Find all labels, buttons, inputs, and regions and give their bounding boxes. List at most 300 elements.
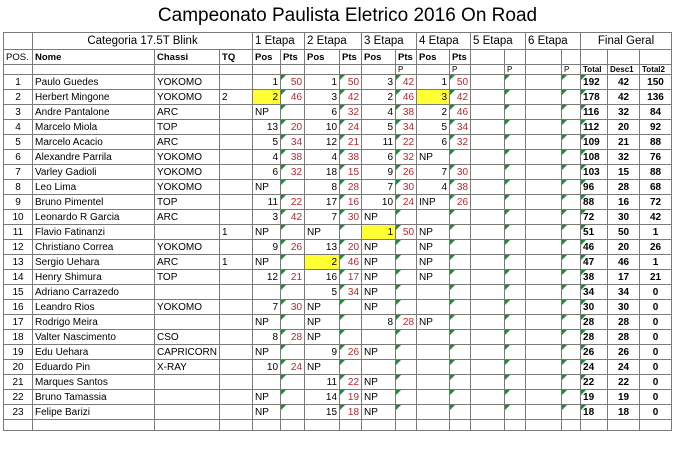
stage-pts-cell[interactable] [450, 195, 471, 210]
stage-pos-cell[interactable]: 5 [253, 135, 281, 150]
stage-pts-cell[interactable] [396, 390, 417, 405]
stage-pts-cell[interactable] [450, 405, 471, 420]
stage-pts-cell[interactable] [340, 195, 362, 210]
stage-pts-cell[interactable] [562, 195, 581, 210]
stage-pos-cell[interactable]: NP [362, 255, 396, 270]
stage-pos-cell[interactable] [253, 375, 281, 390]
stage-pos-cell[interactable]: 16 [305, 270, 340, 285]
total-cell[interactable] [581, 360, 608, 375]
stage-pts-cell[interactable] [505, 285, 526, 300]
stage-pos-cell[interactable] [471, 390, 505, 405]
stage-pts-cell[interactable] [340, 330, 362, 345]
tq-cell[interactable] [220, 120, 253, 135]
stage-pos-cell[interactable]: 11 [305, 375, 340, 390]
desc1-cell[interactable]: 30 [608, 210, 640, 225]
stage-pos-cell[interactable]: 4 [362, 105, 396, 120]
total-cell[interactable] [581, 255, 608, 270]
final-header[interactable]: Final Geral [581, 33, 672, 50]
name-cell[interactable]: Henry Shimura [33, 270, 155, 285]
stage-pts-cell[interactable] [562, 90, 581, 105]
stage-pos-cell[interactable]: 13 [305, 240, 340, 255]
name-cell[interactable]: Rodrigo Meira [33, 315, 155, 330]
stage-pts-cell[interactable] [450, 375, 471, 390]
tq-cell[interactable] [220, 375, 253, 390]
stage-pos-cell[interactable] [471, 225, 505, 240]
chassis-cell[interactable]: YOKOMO [155, 300, 220, 315]
stage-pts-cell[interactable] [505, 210, 526, 225]
pos-cell[interactable]: 9 [4, 195, 33, 210]
stage-pos-cell[interactable] [526, 390, 562, 405]
stage-pts-cell[interactable] [562, 405, 581, 420]
stage-pts-cell[interactable] [396, 285, 417, 300]
stage-pts-cell[interactable] [281, 360, 305, 375]
total-cell[interactable] [581, 345, 608, 360]
stage-pts-cell[interactable] [281, 315, 305, 330]
desc1-cell[interactable]: 21 [608, 135, 640, 150]
desc1-cell[interactable]: 28 [608, 180, 640, 195]
stage-pos-cell[interactable] [471, 135, 505, 150]
stage-pos-cell[interactable]: 5 [417, 120, 450, 135]
desc1-cell[interactable]: 28 [608, 315, 640, 330]
stage-pts-cell[interactable] [396, 375, 417, 390]
tq-cell[interactable] [220, 165, 253, 180]
total-cell[interactable] [581, 105, 608, 120]
p-mark[interactable]: P [562, 65, 581, 75]
desc1-cell[interactable]: 17 [608, 270, 640, 285]
chassis-cell[interactable] [155, 225, 220, 240]
tq-cell[interactable]: 1 [220, 255, 253, 270]
stage-pts-cell[interactable] [340, 285, 362, 300]
stage-pts-cell[interactable] [562, 285, 581, 300]
stage-pts-cell[interactable] [505, 375, 526, 390]
stage-pos-cell[interactable]: NP [362, 270, 396, 285]
stage-pos-cell[interactable] [526, 285, 562, 300]
stage-pos-cell[interactable] [471, 210, 505, 225]
stage-pts-cell[interactable] [450, 390, 471, 405]
cell[interactable] [471, 65, 505, 75]
p-mark[interactable]: P [450, 65, 471, 75]
total-cell[interactable] [581, 180, 608, 195]
total2-cell[interactable]: 0 [640, 300, 672, 315]
stage-pos-cell[interactable] [526, 270, 562, 285]
stage-pos-cell[interactable]: 12 [305, 135, 340, 150]
stage-pts-cell[interactable] [281, 165, 305, 180]
pos-cell[interactable]: 11 [4, 225, 33, 240]
stage-pts-cell[interactable] [340, 405, 362, 420]
stage-pos-cell[interactable]: 5 [362, 120, 396, 135]
stage-pts-cell[interactable] [281, 270, 305, 285]
stage-pts-cell[interactable] [281, 225, 305, 240]
total2-cell[interactable]: 0 [640, 330, 672, 345]
stage-pos-cell[interactable] [471, 345, 505, 360]
chassis-cell[interactable] [155, 315, 220, 330]
tq-cell[interactable] [220, 195, 253, 210]
stage-pts-cell[interactable] [505, 180, 526, 195]
chassis-cell[interactable]: TOP [155, 120, 220, 135]
stage-pos-cell[interactable] [526, 375, 562, 390]
tq-cell[interactable]: 1 [220, 225, 253, 240]
stage-pts-cell[interactable] [340, 360, 362, 375]
chassis-cell[interactable] [155, 285, 220, 300]
total2-cell[interactable]: 68 [640, 180, 672, 195]
stage-pts-cell[interactable] [281, 135, 305, 150]
desc1-cell[interactable]: 19 [608, 390, 640, 405]
stage-pos-cell[interactable]: 9 [362, 165, 396, 180]
cell[interactable] [526, 420, 562, 431]
stage-pts-cell[interactable] [562, 225, 581, 240]
stage-pts-cell[interactable] [562, 180, 581, 195]
chassis-header[interactable]: Chassi [155, 50, 220, 65]
stage-pts-cell[interactable] [450, 330, 471, 345]
stage-pts-cell[interactable] [562, 360, 581, 375]
total2-cell[interactable]: 0 [640, 315, 672, 330]
stage-pos-cell[interactable]: NP [253, 255, 281, 270]
stage-pts-cell[interactable] [562, 375, 581, 390]
name-cell[interactable]: Andre Pantalone [33, 105, 155, 120]
stage-pos-cell[interactable]: 4 [305, 150, 340, 165]
p-mark[interactable]: P [396, 65, 417, 75]
cell[interactable] [396, 420, 417, 431]
stage-pts-cell[interactable] [562, 255, 581, 270]
total-cell[interactable] [581, 225, 608, 240]
stage-pos-cell[interactable] [526, 300, 562, 315]
name-cell[interactable]: Sergio Uehara [33, 255, 155, 270]
chassis-cell[interactable]: YOKOMO [155, 180, 220, 195]
cell[interactable] [581, 50, 608, 65]
chassis-cell[interactable]: X-RAY [155, 360, 220, 375]
stage-pts-cell[interactable] [505, 300, 526, 315]
stage-pts-cell[interactable] [340, 240, 362, 255]
pos-cell[interactable]: 4 [4, 120, 33, 135]
stage-pts-cell[interactable] [450, 300, 471, 315]
total2-cell[interactable]: 0 [640, 345, 672, 360]
pos-col-header[interactable]: Pos [417, 50, 450, 65]
stage-pos-cell[interactable]: 8 [305, 180, 340, 195]
stage-pos-cell[interactable]: 6 [305, 105, 340, 120]
cell[interactable] [526, 65, 562, 75]
stage-pts-cell[interactable] [450, 180, 471, 195]
stage-pts-cell[interactable] [505, 255, 526, 270]
stage-pts-cell[interactable] [562, 105, 581, 120]
total2-cell[interactable]: 21 [640, 270, 672, 285]
tq-cell[interactable] [220, 345, 253, 360]
cell[interactable] [526, 50, 562, 65]
cell[interactable] [340, 65, 362, 75]
stage-pts-cell[interactable] [450, 120, 471, 135]
stage-pos-cell[interactable] [362, 360, 396, 375]
stage-pts-cell[interactable] [340, 90, 362, 105]
total2-cell[interactable]: 0 [640, 285, 672, 300]
stage-pts-cell[interactable] [562, 165, 581, 180]
total-cell[interactable] [581, 330, 608, 345]
pos-col-header[interactable]: Pos [253, 50, 281, 65]
tq-cell[interactable] [220, 360, 253, 375]
stage-pts-cell[interactable] [340, 165, 362, 180]
stage-pts-cell[interactable] [281, 75, 305, 90]
total-cell[interactable] [581, 120, 608, 135]
total-cell[interactable] [581, 210, 608, 225]
cell[interactable] [608, 50, 640, 65]
stage-pos-cell[interactable] [526, 240, 562, 255]
stage-pts-cell[interactable] [562, 300, 581, 315]
cell[interactable] [362, 65, 396, 75]
stage-pts-cell[interactable] [281, 345, 305, 360]
pos-header[interactable]: POS. [4, 50, 33, 65]
stage-pos-cell[interactable] [471, 405, 505, 420]
stage-pos-cell[interactable]: NP [305, 315, 340, 330]
p-mark[interactable]: P [505, 65, 526, 75]
stage-pos-cell[interactable] [471, 330, 505, 345]
pos-cell[interactable]: 16 [4, 300, 33, 315]
pos-cell[interactable]: 18 [4, 330, 33, 345]
stage-pos-cell[interactable] [417, 330, 450, 345]
stage-pos-cell[interactable] [471, 150, 505, 165]
pts-col-header[interactable]: Pts [450, 50, 471, 65]
stage-pts-cell[interactable] [281, 150, 305, 165]
stage-pos-cell[interactable] [471, 195, 505, 210]
total-header[interactable]: Total [581, 65, 608, 75]
stage-pos-cell[interactable]: 2 [362, 90, 396, 105]
total2-cell[interactable]: 26 [640, 240, 672, 255]
desc1-cell[interactable]: 22 [608, 375, 640, 390]
chassis-cell[interactable]: YOKOMO [155, 240, 220, 255]
desc1-cell[interactable]: 20 [608, 240, 640, 255]
stage-pos-cell[interactable]: 1 [362, 225, 396, 240]
stage-pos-cell[interactable] [417, 300, 450, 315]
total2-cell[interactable]: 84 [640, 105, 672, 120]
chassis-cell[interactable]: TOP [155, 195, 220, 210]
stage-pos-cell[interactable]: 10 [305, 120, 340, 135]
stage-pos-cell[interactable]: 9 [305, 345, 340, 360]
total-cell[interactable] [581, 390, 608, 405]
desc1-cell[interactable]: 20 [608, 120, 640, 135]
stage-pos-cell[interactable]: 10 [253, 360, 281, 375]
stage-pts-cell[interactable] [450, 270, 471, 285]
stage-pos-cell[interactable] [471, 90, 505, 105]
chassis-cell[interactable]: ARC [155, 210, 220, 225]
stage-pos-cell[interactable]: NP [362, 285, 396, 300]
stage-pos-cell[interactable]: 18 [305, 165, 340, 180]
total2-cell[interactable]: 136 [640, 90, 672, 105]
stage-pos-cell[interactable]: 17 [305, 195, 340, 210]
stage-pts-cell[interactable] [281, 240, 305, 255]
total2-cell[interactable]: 72 [640, 195, 672, 210]
tq-cell[interactable] [220, 270, 253, 285]
stage-pos-cell[interactable] [471, 270, 505, 285]
stage-pts-cell[interactable] [340, 225, 362, 240]
tq-cell[interactable] [220, 405, 253, 420]
stage-2-header[interactable]: 2 Etapa [305, 33, 362, 50]
pts-col-header[interactable]: Pts [396, 50, 417, 65]
stage-pts-cell[interactable] [562, 390, 581, 405]
stage-pts-cell[interactable] [281, 330, 305, 345]
stage-pts-cell[interactable] [505, 390, 526, 405]
cell[interactable] [640, 420, 672, 431]
stage-pos-cell[interactable] [526, 210, 562, 225]
name-cell[interactable]: Bruno Tamassia [33, 390, 155, 405]
stage-pos-cell[interactable] [526, 75, 562, 90]
stage-pts-cell[interactable] [450, 255, 471, 270]
total2-cell[interactable]: 42 [640, 210, 672, 225]
desc1-cell[interactable]: 18 [608, 405, 640, 420]
cell[interactable] [220, 65, 253, 75]
total-cell[interactable] [581, 270, 608, 285]
stage-pos-cell[interactable]: 4 [253, 150, 281, 165]
stage-pts-cell[interactable] [281, 255, 305, 270]
stage-pts-cell[interactable] [396, 210, 417, 225]
stage-pts-cell[interactable] [450, 135, 471, 150]
stage-pos-cell[interactable] [471, 360, 505, 375]
name-cell[interactable]: Leo Lima [33, 180, 155, 195]
stage-pts-cell[interactable] [562, 210, 581, 225]
stage-pos-cell[interactable] [417, 375, 450, 390]
stage-pos-cell[interactable]: 9 [253, 240, 281, 255]
tq-cell[interactable] [220, 210, 253, 225]
stage-pos-cell[interactable]: 2 [417, 105, 450, 120]
stage-pts-cell[interactable] [450, 285, 471, 300]
stage-pts-cell[interactable] [562, 75, 581, 90]
stage-pts-cell[interactable] [505, 270, 526, 285]
stage-pts-cell[interactable] [450, 360, 471, 375]
stage-pts-cell[interactable] [505, 165, 526, 180]
name-cell[interactable]: Flavio Fatinanzi [33, 225, 155, 240]
stage-pos-cell[interactable] [253, 285, 281, 300]
stage-pos-cell[interactable]: NP [362, 240, 396, 255]
stage-pts-cell[interactable] [562, 315, 581, 330]
stage-pts-cell[interactable] [281, 90, 305, 105]
tq-cell[interactable] [220, 300, 253, 315]
cell[interactable] [505, 50, 526, 65]
name-cell[interactable]: Eduardo Pin [33, 360, 155, 375]
stage-pts-cell[interactable] [396, 150, 417, 165]
cell[interactable] [417, 420, 450, 431]
stage-pos-cell[interactable]: INP [417, 195, 450, 210]
stage-pts-cell[interactable] [562, 270, 581, 285]
stage-pts-cell[interactable] [505, 360, 526, 375]
stage-pts-cell[interactable] [450, 240, 471, 255]
stage-pos-cell[interactable]: NP [362, 345, 396, 360]
pts-col-header[interactable]: Pts [281, 50, 305, 65]
stage-pts-cell[interactable] [396, 255, 417, 270]
name-cell[interactable]: Paulo Guedes [33, 75, 155, 90]
chassis-cell[interactable]: ARC [155, 105, 220, 120]
stage-pts-cell[interactable] [396, 195, 417, 210]
stage-pos-cell[interactable]: NP [417, 240, 450, 255]
stage-pos-cell[interactable] [417, 210, 450, 225]
cell[interactable] [305, 420, 340, 431]
cell[interactable] [450, 420, 471, 431]
stage-pos-cell[interactable] [417, 285, 450, 300]
stage-pts-cell[interactable] [281, 105, 305, 120]
cell[interactable] [281, 65, 305, 75]
cell[interactable] [33, 65, 155, 75]
stage-pts-cell[interactable] [396, 225, 417, 240]
stage-pts-cell[interactable] [340, 375, 362, 390]
stage-pos-cell[interactable]: NP [253, 390, 281, 405]
total-cell[interactable] [581, 75, 608, 90]
stage-pos-cell[interactable] [526, 405, 562, 420]
stage-pts-cell[interactable] [396, 330, 417, 345]
tq-header[interactable]: TQ [220, 50, 253, 65]
stage-pos-cell[interactable]: 1 [417, 75, 450, 90]
desc1-cell[interactable]: 26 [608, 345, 640, 360]
chassis-cell[interactable]: YOKOMO [155, 75, 220, 90]
stage-pts-cell[interactable] [340, 390, 362, 405]
pos-cell[interactable]: 22 [4, 390, 33, 405]
stage-1-header[interactable]: 1 Etapa [253, 33, 305, 50]
stage-pos-cell[interactable]: NP [305, 225, 340, 240]
stage-pts-cell[interactable] [505, 150, 526, 165]
total-cell[interactable] [581, 240, 608, 255]
stage-pts-cell[interactable] [396, 360, 417, 375]
stage-pos-cell[interactable] [526, 225, 562, 240]
stage-pos-cell[interactable] [526, 345, 562, 360]
stage-pos-cell[interactable]: 7 [362, 180, 396, 195]
stage-pos-cell[interactable]: 15 [305, 405, 340, 420]
category-header[interactable]: Categoria 17.5T Blink [33, 33, 253, 50]
chassis-cell[interactable]: ARC [155, 255, 220, 270]
tq-cell[interactable] [220, 150, 253, 165]
stage-pos-cell[interactable]: NP [362, 210, 396, 225]
stage-pos-cell[interactable] [526, 255, 562, 270]
stage-pos-cell[interactable]: 6 [253, 165, 281, 180]
chassis-cell[interactable]: YOKOMO [155, 90, 220, 105]
pos-cell[interactable]: 6 [4, 150, 33, 165]
stage-pts-cell[interactable] [281, 300, 305, 315]
stage-pos-cell[interactable]: 14 [305, 390, 340, 405]
stage-pos-cell[interactable] [526, 135, 562, 150]
stage-pts-cell[interactable] [450, 105, 471, 120]
stage-pts-cell[interactable] [340, 150, 362, 165]
stage-pts-cell[interactable] [340, 180, 362, 195]
pos-cell[interactable]: 7 [4, 165, 33, 180]
cell[interactable] [362, 420, 396, 431]
cell[interactable] [220, 420, 253, 431]
chassis-cell[interactable] [155, 390, 220, 405]
name-cell[interactable]: Leandro Rios [33, 300, 155, 315]
stage-pos-cell[interactable] [362, 330, 396, 345]
total2-cell[interactable]: 88 [640, 165, 672, 180]
stage-pos-cell[interactable] [526, 315, 562, 330]
stage-pos-cell[interactable]: NP [417, 225, 450, 240]
pos-cell[interactable]: 13 [4, 255, 33, 270]
stage-pts-cell[interactable] [281, 390, 305, 405]
chassis-cell[interactable]: YOKOMO [155, 150, 220, 165]
total-cell[interactable] [581, 150, 608, 165]
stage-pos-cell[interactable]: 6 [417, 135, 450, 150]
stage-pos-cell[interactable] [417, 360, 450, 375]
pos-cell[interactable]: 14 [4, 270, 33, 285]
stage-pts-cell[interactable] [340, 135, 362, 150]
pos-cell[interactable]: 12 [4, 240, 33, 255]
name-cell[interactable]: Marcelo Miola [33, 120, 155, 135]
stage-pts-cell[interactable] [396, 315, 417, 330]
stage-pos-cell[interactable]: NP [253, 225, 281, 240]
cell[interactable] [471, 420, 505, 431]
cell[interactable] [471, 50, 505, 65]
desc1-cell[interactable]: 32 [608, 150, 640, 165]
stage-5-header[interactable]: 5 Etapa [471, 33, 526, 50]
stage-pts-cell[interactable] [505, 135, 526, 150]
stage-pts-cell[interactable] [450, 150, 471, 165]
stage-pts-cell[interactable] [450, 165, 471, 180]
total2-cell[interactable]: 1 [640, 255, 672, 270]
pts-col-header[interactable]: Pts [340, 50, 362, 65]
stage-pos-cell[interactable] [526, 105, 562, 120]
total2-cell[interactable]: 150 [640, 75, 672, 90]
total2-cell[interactable]: 88 [640, 135, 672, 150]
desc1-header[interactable]: Desc1 [608, 65, 640, 75]
